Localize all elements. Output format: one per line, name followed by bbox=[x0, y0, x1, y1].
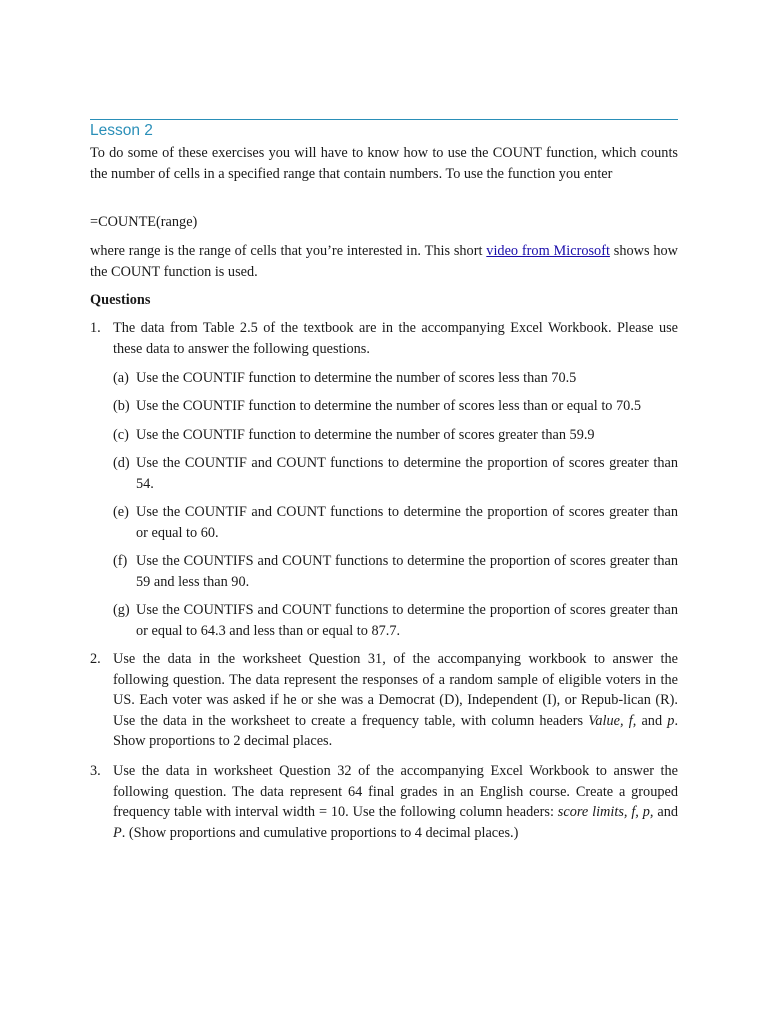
formula-line: =COUNTE(range) bbox=[90, 214, 198, 230]
sub-text: Use the COUNTIF function to determine the number of scores less than 70.5 bbox=[136, 370, 577, 386]
range-text-a: where range is the range of cells that you’re interested in. This short bbox=[90, 243, 487, 259]
sub-question-a bbox=[113, 368, 678, 389]
sub-label: (b) bbox=[113, 398, 130, 414]
question-text bbox=[113, 649, 678, 752]
sub-question-f bbox=[113, 551, 678, 592]
question-text-b: and bbox=[636, 712, 668, 729]
sub-label: (d) bbox=[113, 455, 130, 471]
sub-text: Use the COUNTIFS and COUNT functions to determine the proportion of scores greater than or equal to 64.3 and less than or equal to 87.7. bbox=[136, 602, 678, 639]
video-link[interactable]: video from Microsoft bbox=[486, 243, 610, 259]
sub-question-b bbox=[113, 396, 678, 417]
questions-heading: Questions bbox=[90, 292, 151, 308]
question-text-c: . (Show proportions and cumulative proportions to 4 decimal places.) bbox=[121, 824, 519, 841]
range-paragraph bbox=[90, 241, 678, 282]
sub-text: Use the COUNTIF function to determine the number of scores greater than 59.9 bbox=[136, 427, 595, 443]
sub-label: (f) bbox=[113, 553, 128, 569]
sub-question-d bbox=[113, 453, 678, 494]
question-text: The data from Table 2.5 of the textbook are in the accompanying Excel Workbook. Please use these data to answer the following questions. bbox=[113, 320, 678, 357]
range-text-b: shows how the COUNT function is used. bbox=[90, 243, 678, 280]
sub-label: (c) bbox=[113, 427, 129, 443]
question-number: 3. bbox=[90, 763, 101, 779]
question-text-a: Use the data in the worksheet Question 31, of the accompanying workbook to answer the following question. The data represent the responses of a random sample of eligible voters in the US. Each voter was asked if he or she was a Democrat (D), Independent (I), or Repub-lican (R). Use the data in the worksheet to create a frequency table, with column headers bbox=[113, 651, 678, 729]
question-3 bbox=[90, 761, 678, 843]
sub-label: (a) bbox=[113, 370, 129, 386]
intro-paragraph: To do some of these exercises you will have to know how to use the COUNT function, which counts the number of cells in a specified range that contain numbers. To use the function you enter bbox=[90, 145, 678, 182]
sub-text: Use the COUNTIF and COUNT functions to determine the proportion of scores greater than or equal to 60. bbox=[136, 504, 678, 541]
question-number: 1. bbox=[90, 320, 101, 336]
section-rule bbox=[90, 119, 678, 120]
question-text bbox=[113, 761, 678, 843]
question-text-c: . Show proportions to 2 decimal places. bbox=[113, 712, 679, 749]
column-header-italic: Value, f, bbox=[588, 712, 637, 729]
sub-text: Use the COUNTIFS and COUNT functions to determine the proportion of scores greater than 59 and less than 90. bbox=[136, 553, 678, 590]
sub-question-g bbox=[113, 600, 678, 641]
lesson-heading: Lesson 2 bbox=[90, 122, 153, 139]
column-header-italic: score limits, f, p, bbox=[557, 804, 654, 820]
question-2 bbox=[90, 649, 678, 752]
sub-text: Use the COUNTIF and COUNT functions to determine the proportion of scores greater than 54. bbox=[136, 455, 678, 492]
question-1 bbox=[90, 318, 678, 359]
sub-label: (e) bbox=[113, 504, 129, 520]
sub-question-e bbox=[113, 502, 678, 543]
column-header-italic: p bbox=[667, 712, 675, 729]
sub-text: Use the COUNTIF function to determine the number of scores less than or equal to 70.5 bbox=[136, 398, 642, 414]
question-number: 2. bbox=[90, 651, 101, 667]
question-text-b: and bbox=[653, 804, 678, 820]
sub-label: (g) bbox=[113, 602, 130, 618]
sub-question-c bbox=[113, 425, 678, 446]
question-text-a: Use the data in worksheet Question 32 of the accompanying Excel Workbook to answer the following question. The data represent 64 final grades in an English course. Create a grouped frequency table with interval width = 10. Use the following column headers: bbox=[113, 763, 678, 820]
column-header-italic: P bbox=[113, 824, 122, 841]
